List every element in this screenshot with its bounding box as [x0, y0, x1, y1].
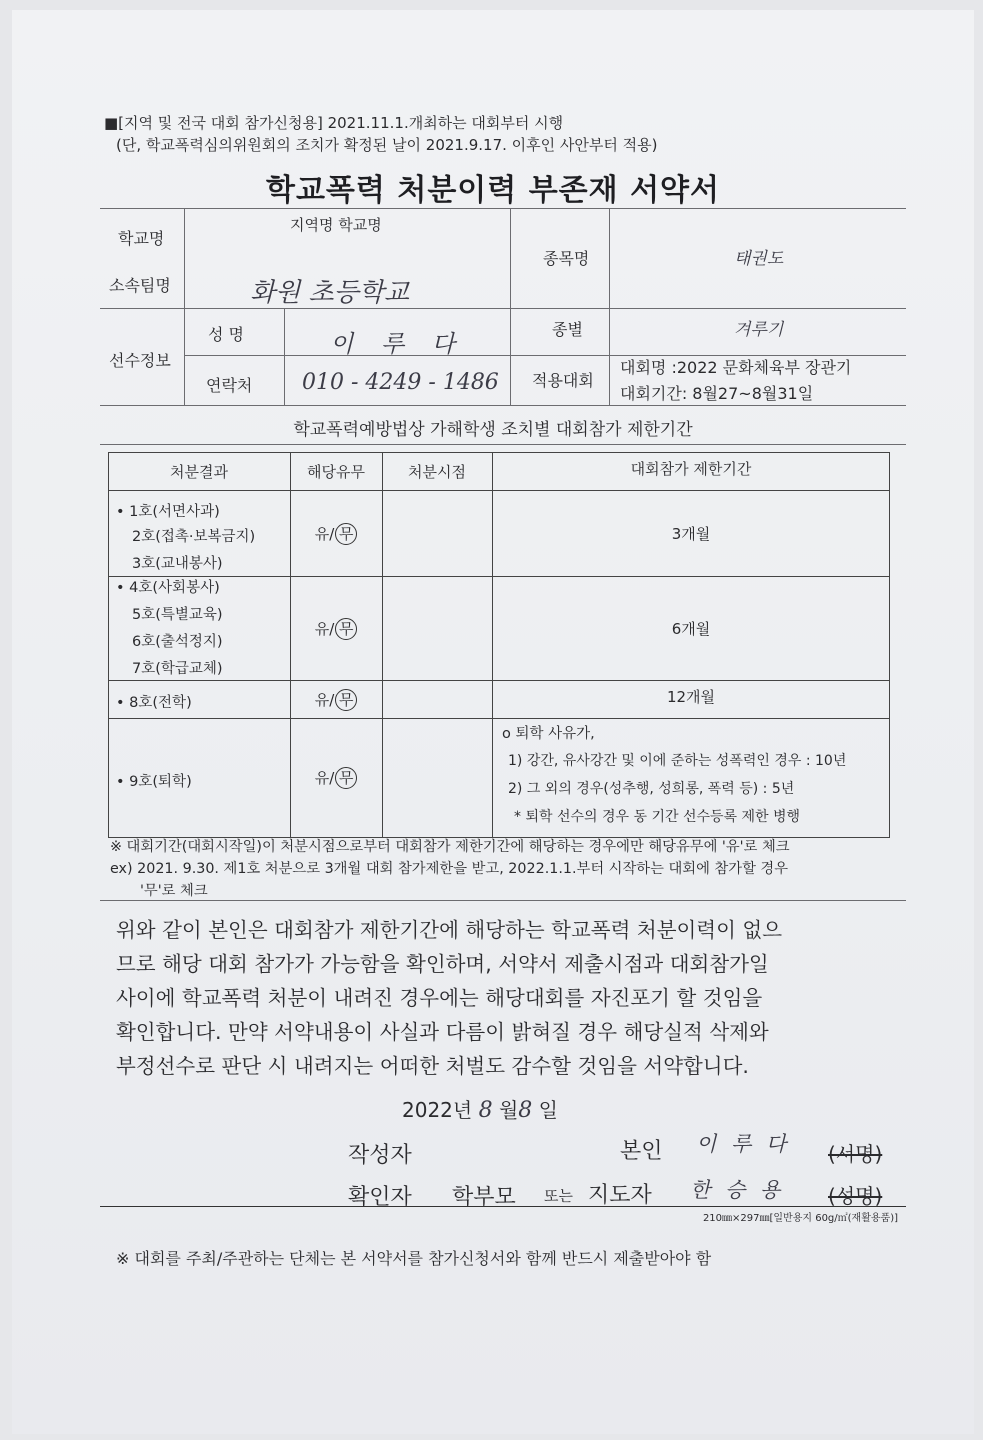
- header-note-1: ■[지역 및 전국 대회 참가신청용] 2021.11.1.개최하는 대회부터 시행: [104, 114, 564, 132]
- row1-no-circled: 무: [335, 523, 357, 545]
- date-month-suffix: 월: [498, 1098, 519, 1122]
- confirm-label: 확인자: [348, 1185, 412, 1210]
- date-month: 8: [478, 1098, 493, 1123]
- row4-result-1: • 9호(퇴학): [116, 774, 192, 790]
- competition-name: 대회명 :2022 문화체육부 장관기: [620, 358, 852, 377]
- row2-result-1: • 4호(사회봉사): [116, 580, 220, 596]
- row4-period-line-2: 1) 강간, 유사강간 및 이에 준하는 성폭력인 경우 : 10년: [508, 753, 847, 769]
- pledge-line-2: 므로 해당 대회 참가가 가능함을 확인하며, 서약서 제출시점과 대회참가일: [116, 952, 769, 976]
- table-vline-2: [382, 452, 383, 838]
- header-disposition-date: 처분시점: [408, 463, 466, 481]
- paper-spec: 210㎜×297㎜[일반용지 60g/㎡(재활용품)]: [702, 1213, 898, 1224]
- pledge-line-3: 사이에 학교폭력 처분이 내려진 경우에는 해당대회를 자진포기 할 것임을: [116, 986, 763, 1010]
- note-line-1: ※ 대회기간(대회시작일)이 처분시점으로부터 대회참가 제한기간에 해당하는 경우에만 해당유무에 '유'로 체크: [110, 839, 790, 855]
- info-divider-2: [100, 405, 906, 406]
- or-label: 또는: [544, 1187, 573, 1205]
- header-note-2: (단, 학교폭력심의위원회의 조치가 확정된 날이 2021.9.17. 이후인 사안부터 적용): [116, 136, 658, 154]
- date-day-suffix: 일: [538, 1098, 558, 1122]
- row3-result-1: • 8호(전학): [116, 695, 192, 711]
- competition-period: 대회기간: 8월27~8월31일: [620, 384, 814, 403]
- note-line-2: ex) 2021. 9.30. 제1호 처분으로 3개월 대회 참가제한을 받고, 2022.1.1.부터 시작하는 대회에 참가할 경우: [110, 861, 789, 877]
- note-line-3: '무'로 체크: [140, 883, 208, 899]
- row4-period-line-4: * 퇴학 선수의 경우 동 기간 선수등록 제한 병행: [514, 809, 801, 825]
- row4-no-circled: 무: [335, 767, 357, 789]
- phone-label: 연락처: [206, 376, 253, 395]
- row2-result-2: 5호(특별교육): [132, 607, 223, 623]
- header-applicable: 해당유무: [307, 463, 365, 481]
- info-vline-1: [184, 208, 185, 405]
- pledge-line-4: 확인합니다. 만약 서약내용이 사실과 다름이 밝혀질 경우 해당실적 삭제와: [116, 1020, 769, 1044]
- footer-note: ※ 대회를 주최/주관하는 단체는 본 서약서를 참가신청서와 함께 반드시 제출받아야 함: [116, 1249, 712, 1268]
- guardian-label: 학부모: [452, 1185, 516, 1210]
- row1-period: 3개월: [671, 525, 711, 543]
- date-year: 2022: [402, 1098, 453, 1122]
- row1-result-3: 3호(교내봉사): [132, 556, 223, 572]
- pledge-date: [402, 1094, 558, 1123]
- row4-period-line-1: o 퇴학 사유가,: [502, 726, 595, 742]
- row4-yes: 유/: [314, 769, 335, 787]
- table-title: 학교폭력예방법상 가해학생 조치별 대회참가 제한기간: [293, 420, 693, 440]
- team-label: 소속팀명: [109, 276, 171, 295]
- document-title: 학교폭력 처분이력 부존재 서약서: [265, 173, 721, 208]
- info-vline-4: [609, 208, 610, 405]
- row1-yes: 유/: [314, 525, 335, 543]
- header-result: 처분결과: [170, 463, 228, 481]
- row2-result-3: 6호(출석정지): [132, 634, 223, 650]
- name-label: 성 명: [208, 325, 244, 344]
- coach-name: 한 승 용: [690, 1178, 785, 1202]
- date-year-suffix: 년: [452, 1098, 473, 1122]
- writer-label: 작성자: [348, 1143, 412, 1168]
- table-title-underline: [100, 444, 906, 445]
- header-restriction-period: 대회참가 제한기간: [630, 459, 752, 478]
- row3-no-circled: 무: [335, 689, 357, 711]
- date-day: 8: [518, 1098, 533, 1123]
- row3-period: 12개월: [666, 687, 716, 706]
- event-value: 태권도: [734, 249, 784, 269]
- info-top-border: [100, 208, 906, 209]
- info-vline-2: [284, 308, 285, 405]
- info-divider-1: [100, 308, 906, 309]
- school-value: 화원 초등학교: [250, 278, 409, 308]
- self-name: 이 루 다: [696, 1132, 791, 1156]
- event-label: 종목명: [543, 249, 590, 268]
- pledge-line-5: 부정선수로 판단 시 내려지는 어떠한 처벌도 감수할 것임을 서약합니다.: [116, 1054, 749, 1078]
- info-vline-3: [510, 208, 511, 405]
- division-value: 겨루기: [734, 320, 784, 340]
- row2-applicable: [290, 577, 382, 680]
- row2-no-circled: 무: [335, 618, 357, 640]
- notes-bottom-border: [100, 900, 906, 901]
- row3-yes: 유/: [314, 691, 335, 709]
- table-row-divider-3: [108, 718, 890, 719]
- division-label: 종별: [552, 320, 583, 339]
- row3-applicable: [290, 681, 382, 718]
- row1-result-2: 2호(접촉·보복금지): [132, 529, 256, 545]
- row2-result-4: 7호(학급교체): [132, 661, 223, 677]
- phone-value: 010 - 4249 - 1486: [302, 370, 499, 395]
- school-hint: 지역명 학교명: [290, 216, 382, 234]
- row4-applicable: [290, 719, 382, 836]
- signature-bottom-border: [100, 1206, 906, 1207]
- self-label: 본인: [620, 1139, 663, 1164]
- self-sign-label: (서명): [828, 1142, 883, 1166]
- row2-period: 6개월: [671, 620, 711, 638]
- school-label: 학교명: [118, 229, 165, 248]
- player-info-label: 선수정보: [109, 351, 171, 370]
- competition-label: 적용대회: [532, 371, 594, 390]
- pledge-document: [12, 10, 974, 1434]
- coach-label: 지도자: [588, 1183, 652, 1208]
- row2-yes: 유/: [314, 620, 335, 638]
- name-value: 이 루 다: [330, 330, 465, 358]
- pledge-line-1: 위와 같이 본인은 대회참가 제한기간에 해당하는 학교폭력 처분이력이 없으: [116, 918, 783, 942]
- row4-period-line-3: 2) 그 외의 경우(성추행, 성희롱, 폭력 등) : 5년: [508, 781, 795, 797]
- row1-applicable: [290, 491, 382, 576]
- coach-sign-label: (성명): [828, 1184, 883, 1208]
- row1-result-1: • 1호(서면사과): [116, 504, 220, 520]
